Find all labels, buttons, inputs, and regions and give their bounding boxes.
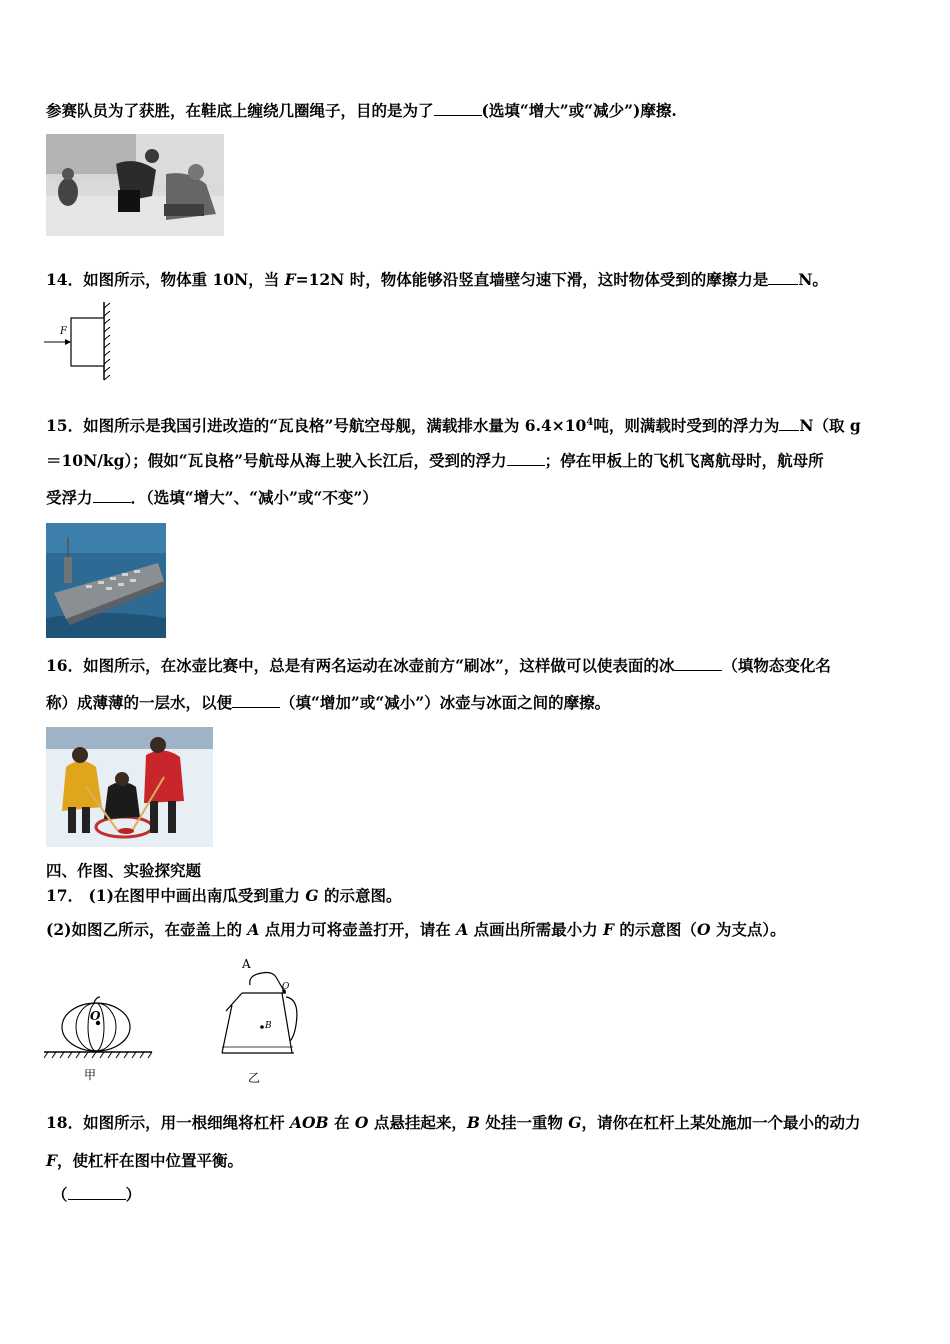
q13-blank [434,101,482,116]
q18-var-O: O [354,1113,369,1132]
q17-var-A: A [247,920,260,939]
q15-line2-a: ＝10N/kg）；假如“瓦良格”号航母从海上驶入长江后，受到的浮力 [46,451,507,470]
q14-text-c: N。 [798,270,828,289]
q17-var-A-2: A [456,920,469,939]
q18-var-AOB: AOB [289,1113,329,1132]
q13-text-a: 参赛队员为了获胜，在鞋底上缠绕几圈绳子，目的是为了 [46,101,434,120]
question-number: 18． [46,1113,84,1132]
q18-line1-b: 在 [328,1113,355,1132]
q15-blank-1 [779,416,799,431]
kettle-diagram [218,957,308,1087]
q17-part2-d: 的示意图（ [614,920,697,939]
q17-part1-a: (1)在图甲中画出南瓜受到重力 [83,886,306,905]
curling-sweeping-photo [46,727,213,847]
q15-line3-a: 受浮力 [46,488,93,507]
q18-blank [68,1185,126,1200]
q17-var-O: O [696,920,711,939]
q17-part2-c: 点画出所需最小力 [468,920,604,939]
question-number: 15． [46,416,84,436]
pumpkin-center-label: O [90,1009,101,1023]
q18-line1 [46,1113,861,1133]
q15-blank-2 [507,451,545,466]
q15-line1 [46,413,861,436]
q15-line2-b: ；停在甲板上的飞机飞离航母时，航母所 [544,451,824,470]
q18-line1-d: 处挂一重物 [479,1113,569,1132]
shoe-rope-players-photo [46,134,224,236]
q15-line1-c: N（取 g [799,416,861,436]
q15-line1-a: 如图所示是我国引进改造的“瓦良格”号航空母舰，满载排水量为 6.4×10 [83,416,587,436]
q17-var-G: G [305,886,319,905]
q13-text-b: (选填“增大”或“减少”)摩擦. [481,101,677,120]
q17-var-F: F [603,920,615,939]
figure-caption-jia: 甲 [84,1068,97,1082]
question-number: 17． [46,886,84,905]
q14-blank [768,270,798,285]
aircraft-carrier-photo [46,523,166,638]
q18-line1-c: 点悬挂起来， [368,1113,467,1132]
q14-var-F: F [284,270,296,289]
q15-line1-b: 吨，则满载时受到的浮力为 [593,416,780,436]
question-number: 16． [46,656,84,675]
q17-part1-b: 的示意图。 [318,886,402,905]
q16-line2 [46,693,610,713]
answer-paren-close: ） [125,1185,142,1204]
q17-part2-b: 点用力可将壶盖打开，请在 [259,920,457,939]
q18-answer-blank [52,1185,141,1205]
q18-line1-e: ，请你在杠杆上某处施加一个最小的动力 [581,1113,861,1132]
pumpkin-diagram [44,995,154,1085]
q16-blank-1 [674,656,722,671]
answer-paren-open: （ [52,1185,68,1204]
q15-line3 [46,488,378,508]
q16-line1 [46,656,831,676]
q14-line [46,270,828,290]
question-number: 14． [46,270,84,289]
q16-blank-2 [232,693,280,708]
kettle-point-B-label: B [265,1021,272,1031]
q16-line2-a: 称）成薄薄的一层水，以便 [46,693,233,712]
figure-caption-yi: 乙 [248,1071,261,1085]
q16-line2-b: （填“增加”或“减小”）冰壶与冰面之间的摩擦。 [280,693,611,712]
q17-line1 [46,886,401,906]
q15-exponent: 4 [586,417,594,428]
q16-line1-a: 如图所示，在冰壶比赛中，总是有两名运动在冰壶前方“刷冰”，这样做可以使表面的冰 [83,656,675,675]
q16-line1-b: （填物态变化名 [722,656,831,675]
q15-line2 [46,451,824,471]
kettle-pivot-O-label: O [282,982,290,992]
section-title: 四、作图、实验探究题 [46,861,202,880]
q18-line2 [46,1151,243,1171]
q14-text-b: =12N 时，物体能够沿竖直墙壁匀速下滑，这时物体受到的摩擦力是 [295,270,769,289]
q15-line3-b: ．（选填“增大”、“减小”或“不变”） [130,488,378,507]
q18-var-G: G [568,1113,582,1132]
q15-blank-3 [93,488,131,503]
q14-text-a: 如图所示，物体重 10N，当 [83,270,285,289]
q18-var-F: F [46,1151,58,1170]
q18-line2-text: ，使杠杆在图中位置平衡。 [57,1151,244,1170]
q18-var-B: B [466,1113,480,1132]
q17-part2-a: (2)如图乙所示，在壶盖上的 [46,920,248,939]
q18-line1-a: 如图所示，用一根细绳将杠杆 [83,1113,290,1132]
kettle-point-A-label: A [242,957,251,971]
q13-line [46,101,677,121]
q17-part2-e: 为支点）。 [710,920,786,939]
q14-wall-block-diagram [44,300,114,382]
q17-line2 [46,920,786,940]
q14-force-label: F [60,326,67,337]
